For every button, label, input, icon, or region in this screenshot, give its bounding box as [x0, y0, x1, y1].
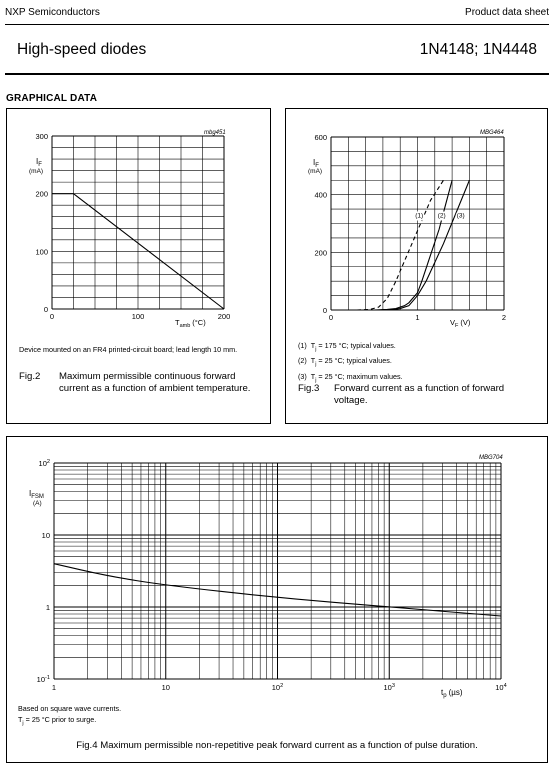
company-name: NXP Semiconductors [5, 7, 100, 18]
fig3-chart [286, 109, 547, 331]
fig2-ytick-label: 200 [35, 189, 48, 199]
header-rule [5, 24, 549, 25]
fig3-series-line-3 [379, 180, 470, 310]
fig4-yunit: (A) [33, 500, 42, 507]
section-title: GRAPHICAL DATA [6, 93, 98, 104]
fig4-note-1: Based on square wave currents. [18, 704, 122, 713]
fig3-caption: Forward current as a function of forward voltage. [334, 383, 505, 406]
fig3-series-label-3: (3) [456, 212, 465, 220]
fig2-caption: Maximum permissible continuous forward current as a function of ambient temperature. [59, 371, 251, 394]
fig3-series-labels [415, 213, 464, 220]
fig4-ytick-label: $10^2$ [38, 459, 50, 468]
fig3-code: MBG464 [480, 130, 504, 136]
fig3-ytick-label: 600 [314, 133, 327, 142]
fig2-ytick-label: 0 [43, 305, 48, 314]
fig3-series [357, 180, 469, 310]
fig4-xlabel: $t_p$ (µs) [441, 688, 463, 699]
document-title: High-speed diodes [17, 41, 147, 58]
fig4-grid [54, 463, 501, 679]
fig4-xtick-label: 10 [161, 683, 170, 692]
fig4-note-2: $T_j = 25$ °C prior to surge. [18, 715, 97, 727]
fig4-xtick-label: 1 [51, 683, 57, 692]
fig3-series-line-2 [374, 180, 452, 310]
fig2-ytick-label: 300 [35, 132, 48, 141]
fig3-xlabel: $V_F$ (V) [450, 318, 471, 329]
fig3-legend [298, 340, 403, 386]
document-type: Product data sheet [465, 7, 549, 18]
fig2-chart [7, 109, 270, 329]
fig3-ytick-label: 200 [314, 248, 327, 258]
fig2-xtick-label: 0 [49, 312, 55, 321]
fig2-caption-num: Fig.2 [19, 371, 41, 382]
fig3-series-label-2: (2) [437, 212, 446, 220]
fig2-ytick-label: 100 [35, 247, 48, 257]
title-rule [5, 73, 549, 75]
fig4-ylabel: $I_{FSM}$ [29, 489, 44, 500]
fig3-legend-item-1: (1) $T_j = 175$ °C; typical values. [298, 341, 396, 353]
fig3-ticks [314, 133, 506, 322]
fig3-caption-num: Fig.3 [298, 383, 320, 394]
fig2-xtick-label: 100 [131, 312, 145, 321]
fig3-panel [285, 108, 548, 424]
fig4-xtick-label: $10^3$ [383, 683, 395, 692]
fig2-grid [52, 136, 224, 309]
fig4-ytick-label: 10 [41, 531, 50, 540]
fig4-panel [6, 436, 548, 763]
fig4-xtick-label: $10^4$ [495, 683, 507, 692]
fig4-xtick-label: $10^2$ [271, 683, 284, 692]
fig4-ytick-label: 1 [45, 603, 50, 612]
fig3-legend-item-3: (3) $T_j = 25$ °C; maximum values. [298, 371, 403, 384]
fig3-grid [331, 137, 504, 310]
fig2-yunit: (mA) [29, 168, 44, 175]
fig2-xlabel: $T_{amb}$ (°C) [175, 318, 206, 329]
fig2-code: mbg451 [204, 130, 226, 136]
fig4-caption: Fig.4 Maximum permissible non-repetitive peak forward current as a function of pulse duration. [76, 740, 478, 751]
fig4-ytick-label: $10^{-1}$ [36, 675, 50, 684]
fig2-ylabel: $I_F$ [36, 157, 42, 168]
fig4-chart [7, 437, 547, 702]
fig3-yunit: (mA) [308, 168, 323, 175]
fig3-series-label-1: (1) [415, 212, 424, 220]
fig2-xtick-label: 200 [217, 312, 231, 321]
fig2-panel [6, 108, 271, 424]
fig3-ytick-label: 400 [314, 190, 327, 200]
fig3-xtick-label: 1 [415, 313, 420, 322]
fig3-ylabel: $I_F$ [313, 158, 319, 169]
fig4-code: MBG704 [479, 455, 503, 461]
fig2-note: Device mounted on an FR4 printed-circuit board; lead length 10 mm. [19, 345, 238, 354]
fig2-ticks [35, 132, 230, 321]
fig3-xtick-label: 0 [328, 313, 334, 322]
part-numbers: 1N4148; 1N4448 [419, 41, 537, 58]
fig3-xtick-label: 2 [501, 313, 507, 322]
fig3-ytick-label: 0 [322, 306, 327, 315]
fig3-legend-item-2: (2) $T_j = 25$ °C; typical values. [298, 356, 392, 368]
